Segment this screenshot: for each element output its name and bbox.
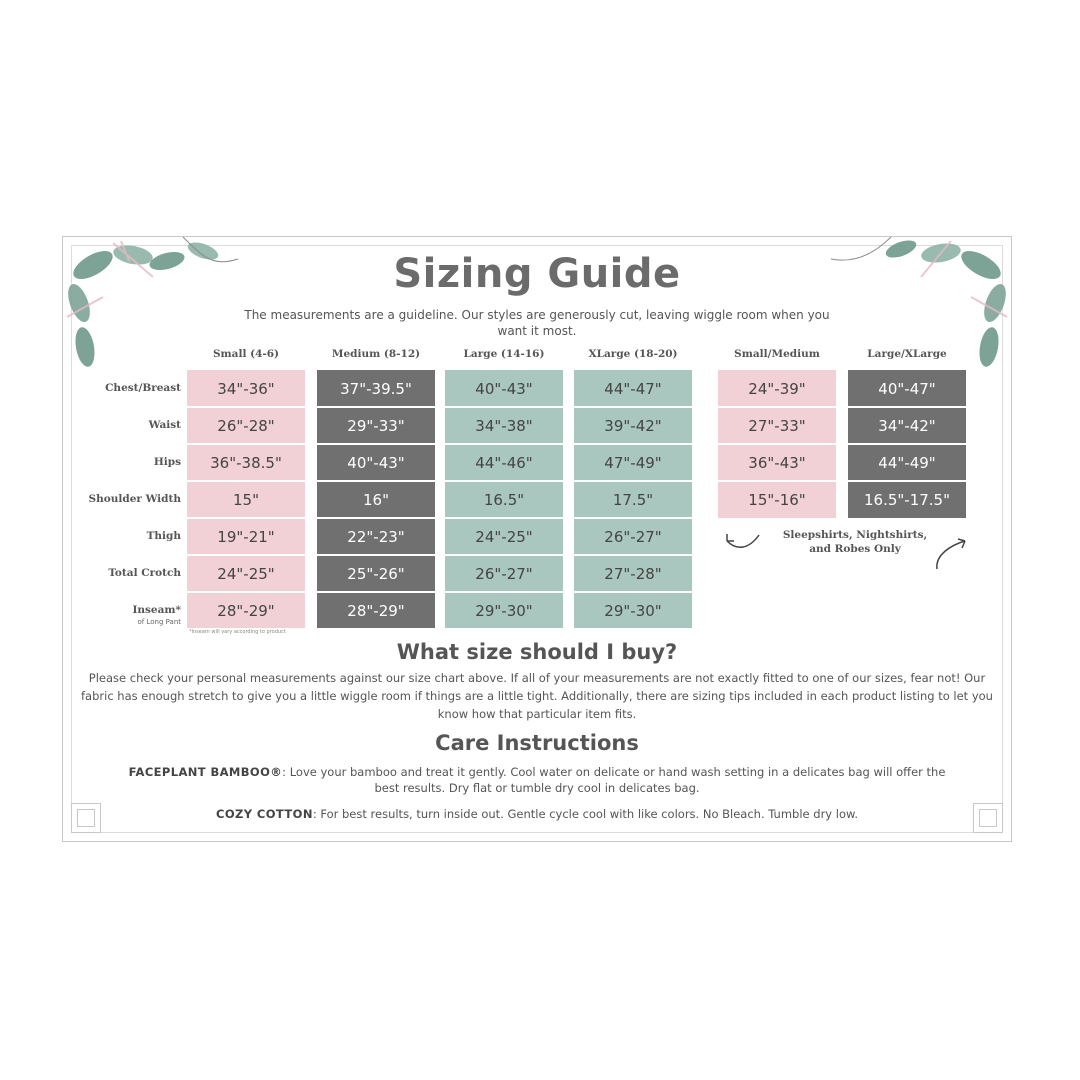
robes-cell: 15"-16" <box>748 491 806 509</box>
robes-column-large-xlarge <box>848 370 966 518</box>
arrow-icon <box>931 535 971 575</box>
robes-cell: 16.5"-17.5" <box>863 491 950 509</box>
row-label-waist: Waist <box>148 419 181 431</box>
page-title: Sizing Guide <box>393 251 681 297</box>
robes-note-line2: and Robes Only <box>809 543 901 555</box>
size-cell: 24"-25" <box>475 528 533 546</box>
size-column-medium <box>317 370 435 628</box>
size-cell: 15" <box>233 491 259 509</box>
robes-column-small-medium <box>718 370 836 518</box>
size-cell: 34"-38" <box>475 417 533 435</box>
size-column-large <box>445 370 563 628</box>
size-cell: 29"-30" <box>475 602 533 620</box>
corner-ornament-left <box>71 803 101 833</box>
inseam-footnote: *Inseam will vary according to product <box>189 629 286 635</box>
size-cell: 16.5" <box>483 491 525 509</box>
robes-cell: 24"-39" <box>748 380 806 398</box>
size-cell: 39"-42" <box>604 417 662 435</box>
col-header-large-xlarge: Large/XLarge <box>867 348 947 360</box>
row-label-hips: Hips <box>153 456 181 468</box>
bamboo-text: : Love your bamboo and treat it gently. Cool water on delicate or hand wash setting in a delicates bag will offer the best results. Dry flat or tumble dry cool in delicates bag. <box>282 765 946 795</box>
row-label-inseam: Inseam* <box>132 604 181 616</box>
size-cell: 37"-39.5" <box>340 380 412 398</box>
size-cell: 28"-29" <box>347 602 405 620</box>
robes-cell: 34"-42" <box>878 417 936 435</box>
inseam-note: of Long Pant <box>137 618 181 626</box>
size-cell: 26"-28" <box>217 417 275 435</box>
what-size-text: Please check your personal measurements against our size chart above. If all of your measurements are not exactly fitted to one of our sizes, fear not! Our fabric has enough stretch to give you a little wiggle room if things are a little tight. Additionally, there are sizing tips included in each product listing to let you know how that particular item fits. <box>81 671 993 721</box>
row-label-shoulder: Shoulder Width <box>88 493 181 505</box>
size-cell: 29"-30" <box>604 602 662 620</box>
care-bamboo <box>123 764 951 796</box>
robes-cell: 40"-47" <box>878 380 936 398</box>
size-cell: 44"-47" <box>604 380 662 398</box>
col-header-xlarge: XLarge (18-20) <box>588 348 678 360</box>
size-cell: 36"-38.5" <box>210 454 282 472</box>
size-column-small <box>187 370 305 628</box>
bamboo-brand: FACEPLANT BAMBOO® <box>128 765 283 779</box>
robes-note-line1: Sleepshirts, Nightshirts, <box>782 529 928 541</box>
col-header-small-medium: Small/Medium <box>734 348 820 360</box>
size-cell: 26"-27" <box>475 565 533 583</box>
col-header-small: Small (4-6) <box>212 348 280 360</box>
size-cell: 17.5" <box>612 491 654 509</box>
care-title: Care Instructions <box>435 731 639 755</box>
robes-cell: 36"-43" <box>748 454 806 472</box>
robes-cell: 27"-33" <box>748 417 806 435</box>
what-size-title: What size should I buy? <box>396 640 678 664</box>
row-label-crotch: Total Crotch <box>108 567 181 579</box>
care-cotton <box>123 806 951 822</box>
size-cell: 24"-25" <box>217 565 275 583</box>
size-cell: 28"-29" <box>217 602 275 620</box>
row-label-chest: Chest/Breast <box>105 382 181 394</box>
size-cell: 40"-43" <box>475 380 533 398</box>
size-cell: 40"-43" <box>347 454 405 472</box>
size-cell: 44"-46" <box>475 454 533 472</box>
col-header-medium: Medium (8-12) <box>331 348 421 360</box>
robes-note <box>755 528 955 556</box>
sizing-guide-card <box>62 236 1012 842</box>
size-cell: 26"-27" <box>604 528 662 546</box>
cotton-brand: COZY COTTON <box>215 807 313 821</box>
subtitle: The measurements are a guideline. Our styles are generously cut, leaving wiggle room when you want it most. <box>244 308 830 338</box>
size-cell: 27"-28" <box>604 565 662 583</box>
size-cell: 19"-21" <box>217 528 275 546</box>
robes-cell: 44"-49" <box>878 454 936 472</box>
size-cell: 34"-36" <box>217 380 275 398</box>
size-cell: 29"-33" <box>347 417 405 435</box>
col-header-large: Large (14-16) <box>463 348 545 360</box>
size-cell: 22"-23" <box>347 528 405 546</box>
size-cell: 16" <box>363 491 389 509</box>
size-cell: 25"-26" <box>347 565 405 583</box>
size-cell: 47"-49" <box>604 454 662 472</box>
corner-ornament-right <box>973 803 1003 833</box>
size-column-xlarge <box>574 370 692 628</box>
row-label-thigh: Thigh <box>146 530 181 542</box>
cotton-text: : For best results, turn inside out. Gentle cycle cool with like colors. No Bleach. Tumble dry low. <box>312 807 858 821</box>
